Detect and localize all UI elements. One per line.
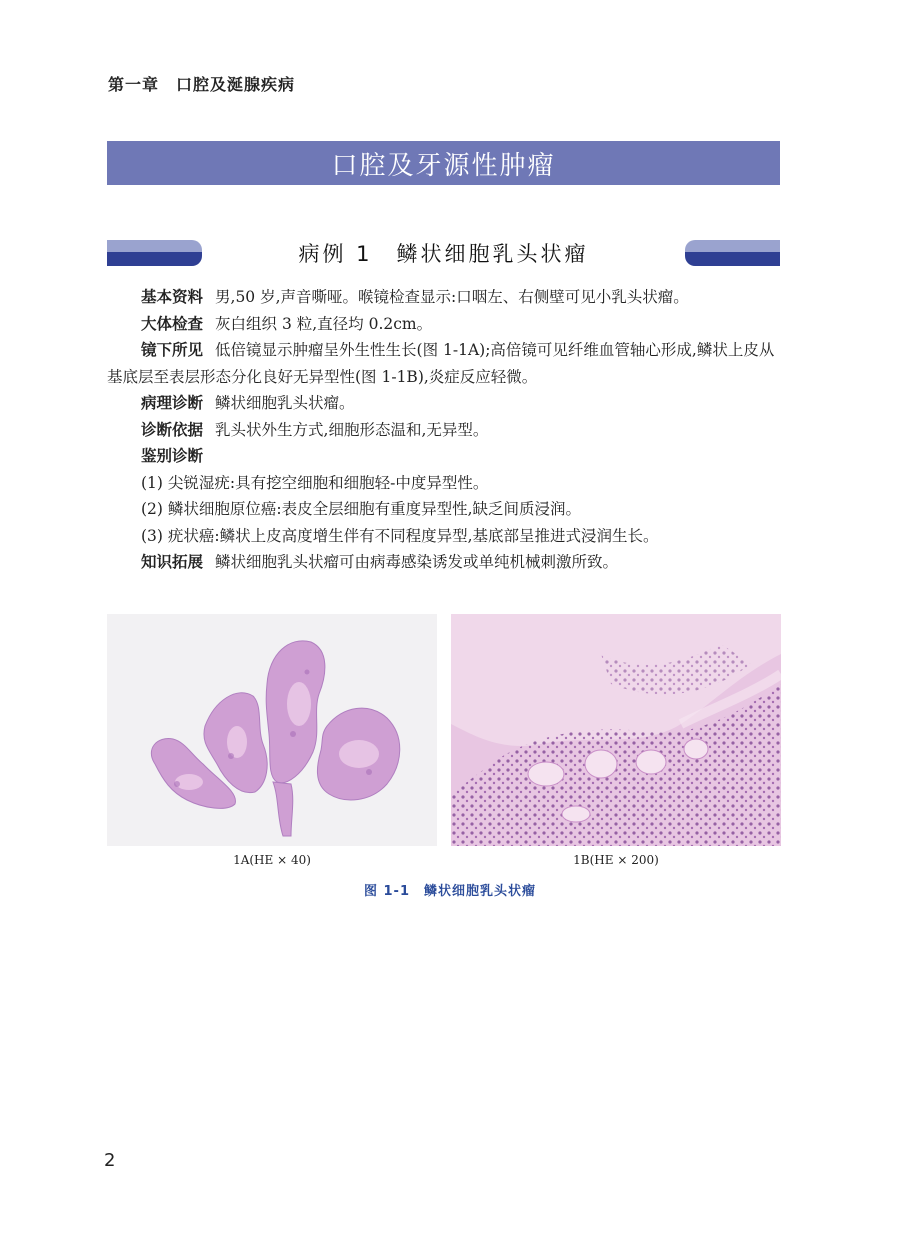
entry-label: 知识拓展 bbox=[141, 553, 204, 571]
case-heading bbox=[107, 240, 780, 266]
entry-label: 镜下所见 bbox=[141, 341, 204, 359]
differential-item: (3) 疣状癌:鳞状上皮高度增生伴有不同程度异型,基底部呈推进式浸润生长。 bbox=[141, 526, 659, 545]
entry-differential bbox=[107, 443, 783, 470]
case-body bbox=[107, 284, 783, 576]
figure-title bbox=[0, 880, 900, 899]
case-bar-right bbox=[685, 240, 780, 266]
entry-text: 乳头状外生方式,细胞形态温和,无异型。 bbox=[215, 420, 489, 439]
entry-text: 鳞状细胞乳头状瘤。 bbox=[215, 394, 355, 412]
running-head: 第一章 口腔及涎腺疾病 bbox=[108, 75, 296, 94]
differential-item: (1) 尖锐湿疣:具有挖空细胞和细胞轻-中度异型性。 bbox=[141, 473, 489, 492]
page-number: 2 bbox=[104, 1150, 116, 1171]
entry-gross bbox=[107, 311, 783, 338]
entry-text: 低倍镜显示肿瘤呈外生性生长(图 1-1A);高倍镜可见纤维血管轴心形成,鳞状上皮从基底层至表层形态分化良好无异型性(图 1-1B),炎症反应轻微。 bbox=[107, 341, 775, 386]
entry-text: 男,50 岁,声音嘶哑。喉镜检查显示:口咽左、右侧壁可见小乳头状瘤。 bbox=[215, 288, 689, 306]
entry-label: 大体检查 bbox=[141, 314, 204, 333]
entry-label: 基本资料 bbox=[141, 288, 204, 306]
entry-label: 病理诊断 bbox=[141, 394, 204, 412]
figure-number: 图 1-1 bbox=[363, 884, 410, 899]
histology-low-power-image bbox=[107, 614, 437, 846]
entry-text: 鳞状细胞乳头状瘤可由病毒感染诱发或单纯机械刺激所致。 bbox=[215, 553, 619, 571]
section-title: 口腔及牙源性肿瘤 bbox=[331, 150, 556, 181]
figure-1b-micrograph bbox=[451, 614, 781, 846]
case-bar-left bbox=[107, 240, 202, 266]
entry-basic bbox=[107, 284, 783, 311]
figure-title-text: 鳞状细胞乳头状瘤 bbox=[424, 884, 537, 899]
case-title: 病例 1 鳞状细胞乳头状瘤 bbox=[298, 242, 589, 266]
entry-extension bbox=[107, 549, 783, 576]
figure-1a-micrograph bbox=[107, 614, 437, 846]
differential-item: (2) 鳞状细胞原位癌:表皮全层细胞有重度异型性,缺乏间质浸润。 bbox=[141, 500, 582, 518]
entry-label: 鉴别诊断 bbox=[141, 447, 204, 465]
entry-text: 灰白组织 3 粒,直径均 0.2cm。 bbox=[215, 314, 433, 333]
histology-high-power-image bbox=[451, 614, 781, 846]
entry-diagnosis bbox=[107, 390, 783, 417]
entry-micro bbox=[107, 337, 783, 390]
entry-label: 诊断依据 bbox=[141, 420, 204, 439]
entry-basis bbox=[107, 417, 783, 444]
section-banner bbox=[107, 141, 780, 185]
figure-1b-caption: 1B(HE × 200) bbox=[573, 853, 659, 867]
figure-1a-caption: 1A(HE × 40) bbox=[233, 853, 311, 867]
